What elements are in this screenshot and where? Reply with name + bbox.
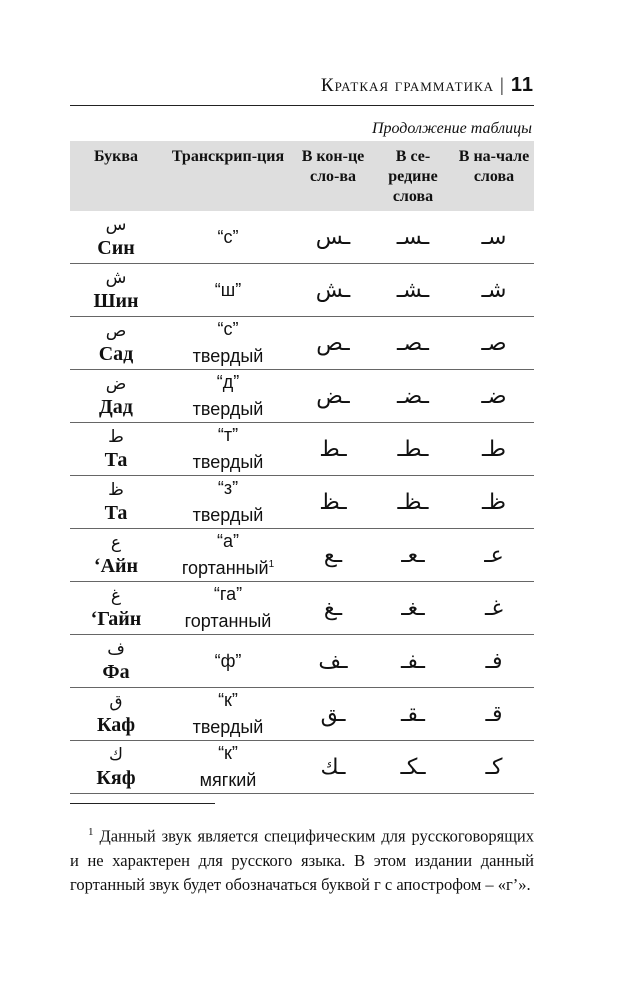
letter-cell <box>70 476 162 529</box>
arabic-letter: ص <box>105 321 127 341</box>
transcription-cell <box>162 211 294 264</box>
transliteration: “д” <box>216 372 240 392</box>
final-form: ـع <box>294 529 372 582</box>
letter-name: Та <box>104 449 128 471</box>
letter-name: ‘Айн <box>93 555 139 577</box>
final-form: ـظ <box>294 476 372 529</box>
arabic-letter: ظ <box>108 480 124 500</box>
letter-name: Сад <box>98 343 134 365</box>
transcription-cell <box>162 264 294 317</box>
medial-form: ـقـ <box>372 688 454 741</box>
final-form: ـق <box>294 688 372 741</box>
col-header-final-form: В кон-це сло-ва <box>294 141 372 211</box>
footnote-rule <box>70 803 215 804</box>
arabic-letters-table <box>70 141 534 794</box>
arabic-letter: ش <box>105 268 127 288</box>
medial-form: ـظـ <box>372 476 454 529</box>
table-continued-label: Продолжение таблицы <box>371 120 532 137</box>
medial-form: ـسـ <box>372 211 454 264</box>
table-row <box>70 635 534 688</box>
arabic-letter: غ <box>110 586 122 606</box>
table-row <box>70 423 534 476</box>
table-row <box>70 529 534 582</box>
letter-name: Фа <box>102 661 130 683</box>
letter-cell <box>70 688 162 741</box>
initial-form: شـ <box>454 264 534 317</box>
final-form: ـض <box>294 370 372 423</box>
medial-form: ـكـ <box>372 741 454 794</box>
initial-form: عـ <box>454 529 534 582</box>
transliteration: “с” <box>217 226 239 247</box>
medial-form: ـفـ <box>372 635 454 688</box>
letter-cell <box>70 582 162 635</box>
transliteration: “к” <box>218 690 238 710</box>
sound-description <box>162 765 294 792</box>
description-text: твердый <box>192 717 264 737</box>
transcription-cell <box>162 529 294 582</box>
letter-name: Та <box>104 502 128 524</box>
description-text: твердый <box>192 452 264 472</box>
sound-description <box>162 553 294 580</box>
footnote-text: Данный звук является специфическим для русскоговорящих и не характерен для русского языка. В этом издании данный гортанный звук будет обозначаться буквой г с апострофом – «г’». <box>70 826 534 894</box>
initial-form: كـ <box>454 741 534 794</box>
letter-name: Каф <box>96 714 136 736</box>
arabic-letter: س <box>105 215 127 235</box>
transliteration: “а” <box>217 531 239 551</box>
transliteration: “к” <box>218 743 238 763</box>
medial-form: ـصـ <box>372 317 454 370</box>
final-form: ـك <box>294 741 372 794</box>
transcription-cell <box>162 582 294 635</box>
sound-description <box>162 394 294 421</box>
col-header-initial-form: В на-чале слова <box>454 141 534 211</box>
description-text: гортанный <box>181 558 269 578</box>
medial-form: ـشـ <box>372 264 454 317</box>
transcription-cell <box>162 476 294 529</box>
letter-cell <box>70 370 162 423</box>
transliteration: “ф” <box>214 650 242 671</box>
initial-form: غـ <box>454 582 534 635</box>
arabic-letter: ع <box>110 533 122 553</box>
letter-cell <box>70 423 162 476</box>
transcription-cell <box>162 635 294 688</box>
table-row <box>70 476 534 529</box>
table-row <box>70 211 534 264</box>
letter-cell <box>70 264 162 317</box>
letter-name: Шин <box>93 290 139 312</box>
description-text: твердый <box>192 399 264 419</box>
transcription-cell <box>162 423 294 476</box>
table-row <box>70 317 534 370</box>
transliteration: “с” <box>217 319 239 339</box>
final-form: ـش <box>294 264 372 317</box>
transliteration: “га” <box>213 584 243 604</box>
footnote-ref: 1 <box>268 559 275 570</box>
arabic-letter: ك <box>108 745 123 765</box>
initial-form: سـ <box>454 211 534 264</box>
transcription-cell <box>162 370 294 423</box>
initial-form: قـ <box>454 688 534 741</box>
initial-form: فـ <box>454 635 534 688</box>
letter-cell <box>70 211 162 264</box>
letter-cell <box>70 741 162 794</box>
letter-name: Син <box>97 237 135 259</box>
initial-form: طـ <box>454 423 534 476</box>
sound-description <box>162 606 294 633</box>
description-text: мягкий <box>199 770 257 790</box>
sound-description <box>162 341 294 368</box>
col-header-medial-form: В се-редине слова <box>372 141 454 211</box>
medial-form: ـغـ <box>372 582 454 635</box>
final-form: ـس <box>294 211 372 264</box>
header-rule <box>70 105 534 106</box>
final-form: ـف <box>294 635 372 688</box>
transliteration: “т” <box>217 425 239 445</box>
initial-form: صـ <box>454 317 534 370</box>
sound-description <box>162 712 294 739</box>
footnote <box>70 820 534 897</box>
medial-form: ـعـ <box>372 529 454 582</box>
medial-form: ـضـ <box>372 370 454 423</box>
description-text: твердый <box>192 505 264 525</box>
table-row <box>70 741 534 794</box>
header-separator: | <box>500 75 505 96</box>
table-row <box>70 370 534 423</box>
arabic-letter: ق <box>109 692 123 712</box>
letter-name: ‘Гайн <box>90 608 142 630</box>
initial-form: ظـ <box>454 476 534 529</box>
header-title: Краткая грамматика <box>320 75 495 96</box>
transliteration: “ш” <box>214 279 242 300</box>
letter-name: Кяф <box>96 767 136 789</box>
footnote-mark: 1 <box>88 826 94 838</box>
page-number: 11 <box>510 74 534 96</box>
letter-cell <box>70 317 162 370</box>
description-text: твердый <box>192 346 264 366</box>
description-text: гортанный <box>184 611 272 631</box>
col-header-letter: Буква <box>70 141 162 211</box>
arabic-letter: ط <box>108 427 124 447</box>
table-row <box>70 264 534 317</box>
transcription-cell <box>162 688 294 741</box>
transcription-cell <box>162 317 294 370</box>
letter-cell <box>70 635 162 688</box>
sound-description <box>162 500 294 527</box>
table-row <box>70 688 534 741</box>
medial-form: ـطـ <box>372 423 454 476</box>
initial-form: ضـ <box>454 370 534 423</box>
col-header-transcription: Транскрип-ция <box>162 141 294 211</box>
table-row <box>70 582 534 635</box>
letter-cell <box>70 529 162 582</box>
final-form: ـط <box>294 423 372 476</box>
arabic-letter: ف <box>107 639 125 659</box>
transliteration: “з” <box>217 478 239 498</box>
letter-name: Дад <box>99 396 133 418</box>
sound-description <box>162 447 294 474</box>
running-header <box>70 74 534 104</box>
final-form: ـغ <box>294 582 372 635</box>
transcription-cell <box>162 741 294 794</box>
arabic-letter: ض <box>105 374 127 394</box>
table-header-row <box>70 141 534 211</box>
final-form: ـص <box>294 317 372 370</box>
